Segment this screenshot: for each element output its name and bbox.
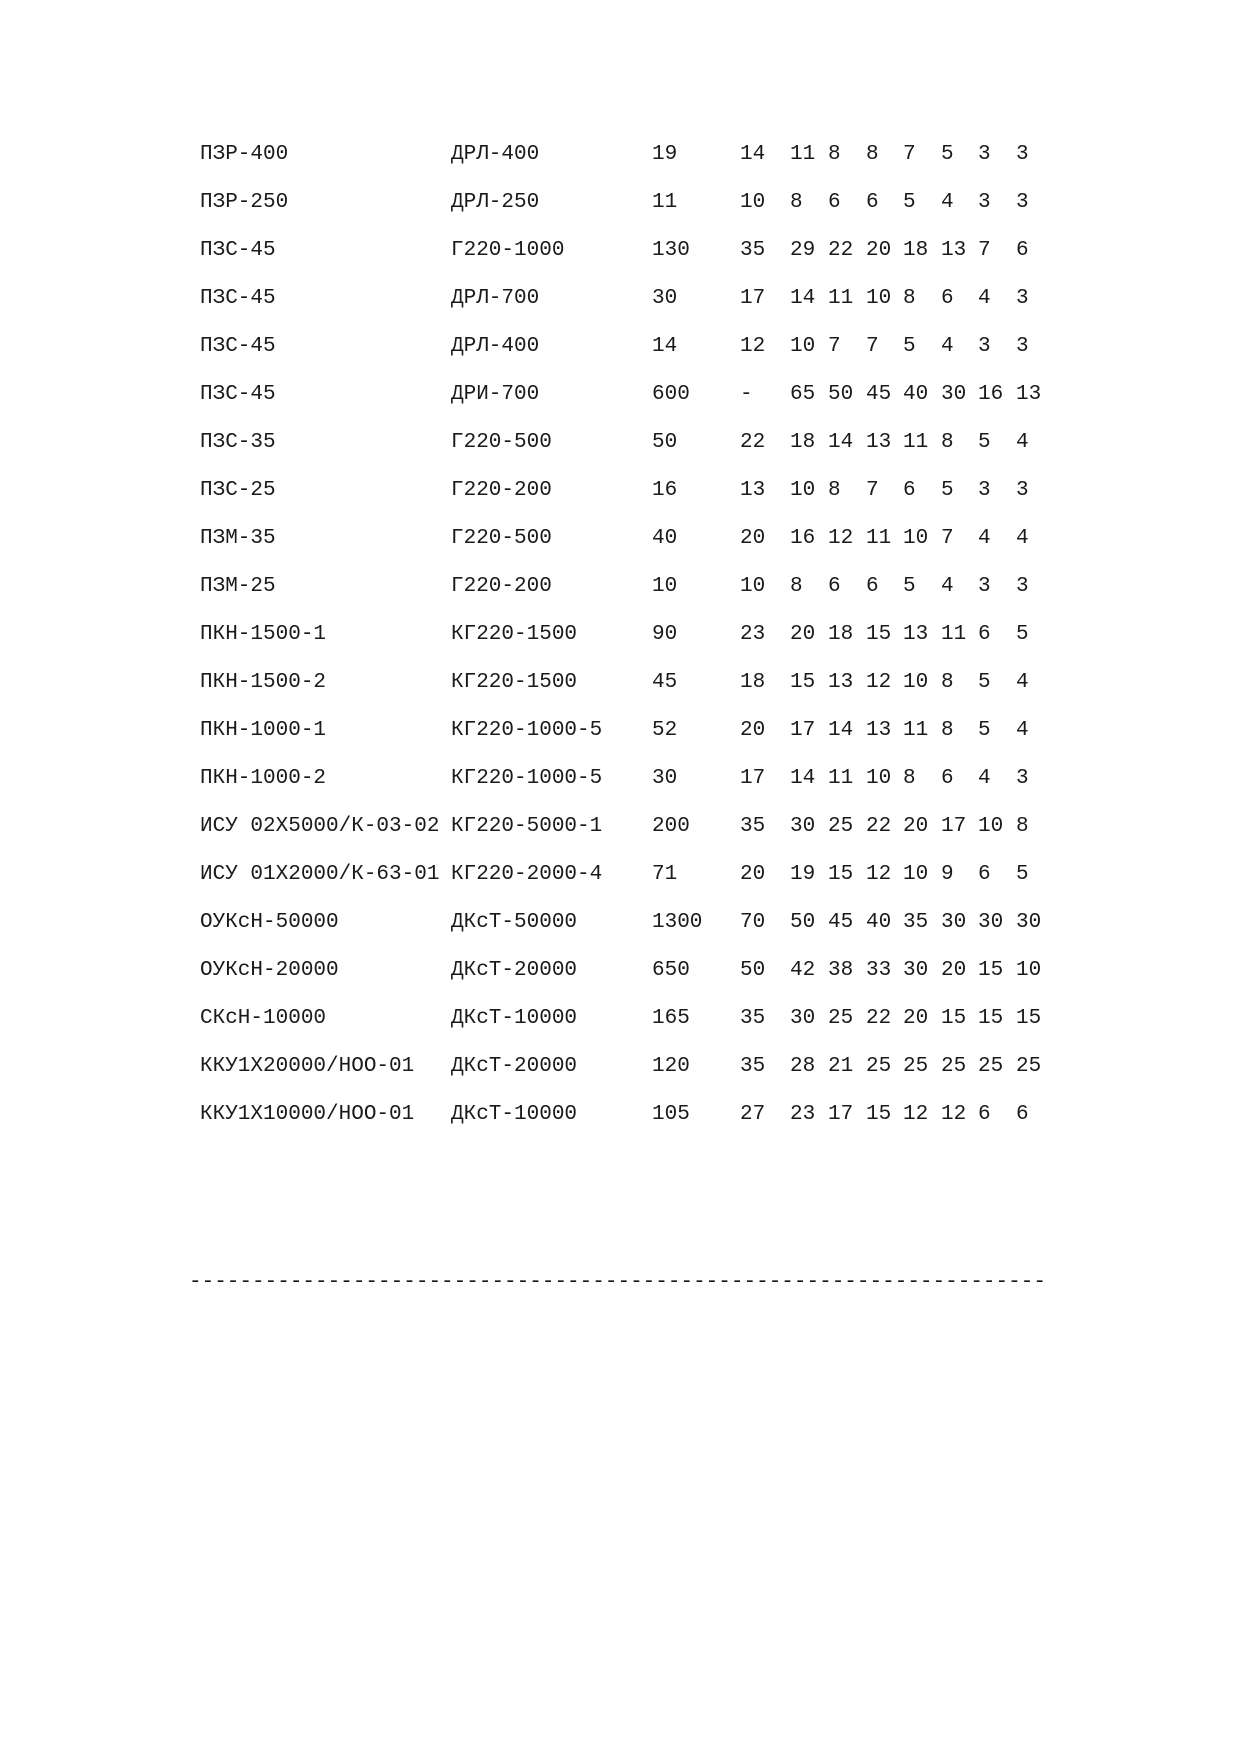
value-cell: 5	[978, 431, 991, 454]
value-cell: 25	[978, 1055, 1004, 1078]
value-cell: 13	[740, 479, 766, 502]
value-cell: 17	[828, 1103, 854, 1126]
value-cell: 15	[978, 1007, 1004, 1030]
value-cell: 15	[978, 959, 1004, 982]
value-cell: 200	[652, 815, 690, 838]
value-cell: 40	[866, 911, 892, 934]
value-cell: 19	[652, 143, 678, 166]
value-cell: 3	[1016, 335, 1029, 358]
fixture-type-cell: ПЗС-45	[200, 335, 276, 358]
table-row	[200, 1055, 1060, 1103]
lamp-type-cell: КГ220-1000-5	[451, 767, 603, 790]
value-cell: 6	[828, 191, 841, 214]
lamp-type-cell: ДРЛ-250	[451, 191, 540, 214]
value-cell: 120	[652, 1055, 690, 1078]
value-cell: 18	[740, 671, 766, 694]
value-cell: 3	[978, 479, 991, 502]
table-row	[200, 383, 1060, 431]
value-cell: 8	[903, 767, 916, 790]
table-row	[200, 911, 1060, 959]
value-cell: 16	[978, 383, 1004, 406]
value-cell: 4	[941, 335, 954, 358]
table-row	[200, 479, 1060, 527]
value-cell: 15	[790, 671, 816, 694]
fixture-type-cell: СКсН-10000	[200, 1007, 327, 1030]
value-cell: 11	[866, 527, 892, 550]
lamp-type-cell: ДРЛ-400	[451, 143, 540, 166]
value-cell: 50	[790, 911, 816, 934]
value-cell: 130	[652, 239, 690, 262]
value-cell: 6	[828, 575, 841, 598]
value-cell: 8	[1016, 815, 1029, 838]
value-cell: 17	[941, 815, 967, 838]
value-cell: 14	[740, 143, 766, 166]
value-cell: 650	[652, 959, 690, 982]
table-row	[200, 863, 1060, 911]
value-cell: 12	[903, 1103, 929, 1126]
value-cell: 20	[941, 959, 967, 982]
value-cell: 11	[828, 767, 854, 790]
value-cell: 30	[941, 383, 967, 406]
value-cell: 40	[652, 527, 678, 550]
value-cell: 20	[903, 1007, 929, 1030]
value-cell: 5	[941, 143, 954, 166]
value-cell: 6	[978, 863, 991, 886]
value-cell: 10	[1016, 959, 1042, 982]
value-cell: 25	[1016, 1055, 1042, 1078]
value-cell: 14	[828, 719, 854, 742]
value-cell: 29	[790, 239, 816, 262]
value-cell: 6	[866, 575, 879, 598]
table-row	[200, 1007, 1060, 1055]
value-cell: 8	[941, 719, 954, 742]
value-cell: 5	[1016, 863, 1029, 886]
value-cell: 70	[740, 911, 766, 934]
table-row	[200, 431, 1060, 479]
table-row	[200, 959, 1060, 1007]
fixture-type-cell: ККУ1Х20000/НОО-01	[200, 1055, 415, 1078]
value-cell: 15	[828, 863, 854, 886]
value-cell: 50	[740, 959, 766, 982]
value-cell: 6	[978, 1103, 991, 1126]
value-cell: 50	[652, 431, 678, 454]
value-cell: 5	[978, 719, 991, 742]
lamp-type-cell: КГ220-1000-5	[451, 719, 603, 742]
value-cell: 12	[828, 527, 854, 550]
value-cell: 3	[978, 143, 991, 166]
value-cell: 16	[652, 479, 678, 502]
value-cell: 4	[1016, 527, 1029, 550]
value-cell: 21	[828, 1055, 854, 1078]
value-cell: 8	[790, 575, 803, 598]
value-cell: 4	[941, 575, 954, 598]
value-cell: 35	[903, 911, 929, 934]
value-cell: 18	[828, 623, 854, 646]
fixture-type-cell: ПЗС-45	[200, 383, 276, 406]
value-cell: 30	[652, 287, 678, 310]
value-cell: 30	[790, 815, 816, 838]
table-row	[200, 767, 1060, 815]
table-row	[200, 671, 1060, 719]
lamp-type-cell: ДРЛ-700	[451, 287, 540, 310]
value-cell: 28	[790, 1055, 816, 1078]
value-cell: 14	[790, 287, 816, 310]
table-row	[200, 575, 1060, 623]
value-cell: 35	[740, 1055, 766, 1078]
lamp-type-cell: Г220-200	[451, 575, 552, 598]
value-cell: 3	[1016, 191, 1029, 214]
value-cell: 14	[652, 335, 678, 358]
value-cell: 22	[740, 431, 766, 454]
value-cell: 6	[1016, 239, 1029, 262]
value-cell: 22	[866, 815, 892, 838]
value-cell: 52	[652, 719, 678, 742]
value-cell: 18	[903, 239, 929, 262]
fixture-type-cell: ИСУ 01Х2000/К-63-01	[200, 863, 440, 886]
table-row	[200, 287, 1060, 335]
value-cell: 20	[740, 527, 766, 550]
value-cell: 10	[903, 863, 929, 886]
value-cell: 11	[790, 143, 816, 166]
value-cell: 30	[652, 767, 678, 790]
value-cell: 22	[866, 1007, 892, 1030]
value-cell: 13	[866, 719, 892, 742]
table-row	[200, 143, 1060, 191]
value-cell: 7	[866, 335, 879, 358]
value-cell: 3	[1016, 143, 1029, 166]
value-cell: 1300	[652, 911, 703, 934]
value-cell: 3	[1016, 575, 1029, 598]
lamp-type-cell: ДКсТ-50000	[451, 911, 578, 934]
value-cell: 11	[652, 191, 678, 214]
value-cell: 45	[828, 911, 854, 934]
fixture-type-cell: ПКН-1000-1	[200, 719, 327, 742]
value-cell: 30	[790, 1007, 816, 1030]
value-cell: 8	[828, 479, 841, 502]
fixture-type-cell: ПЗС-35	[200, 431, 276, 454]
value-cell: 38	[828, 959, 854, 982]
value-cell: -	[740, 383, 753, 406]
lamp-type-cell: ДКсТ-10000	[451, 1103, 578, 1126]
fixture-type-cell: ПЗС-45	[200, 287, 276, 310]
value-cell: 6	[903, 479, 916, 502]
value-cell: 23	[790, 1103, 816, 1126]
value-cell: 7	[903, 143, 916, 166]
lamp-type-cell: Г220-500	[451, 431, 552, 454]
fixture-type-cell: ПЗС-25	[200, 479, 276, 502]
value-cell: 42	[790, 959, 816, 982]
lamp-type-cell: ДКсТ-10000	[451, 1007, 578, 1030]
value-cell: 5	[941, 479, 954, 502]
value-cell: 10	[652, 575, 678, 598]
value-cell: 10	[866, 767, 892, 790]
value-cell: 600	[652, 383, 690, 406]
value-cell: 6	[941, 767, 954, 790]
value-cell: 65	[790, 383, 816, 406]
value-cell: 10	[903, 527, 929, 550]
value-cell: 5	[903, 575, 916, 598]
value-cell: 10	[790, 479, 816, 502]
lamp-type-cell: ДРЛ-400	[451, 335, 540, 358]
table-row	[200, 815, 1060, 863]
lamp-type-cell: КГ220-1500	[451, 623, 578, 646]
value-cell: 3	[978, 191, 991, 214]
value-cell: 15	[1016, 1007, 1042, 1030]
table-row	[200, 623, 1060, 671]
value-cell: 5	[903, 191, 916, 214]
value-cell: 17	[790, 719, 816, 742]
value-cell: 14	[790, 767, 816, 790]
value-cell: 6	[978, 623, 991, 646]
fixture-type-cell: ПЗМ-35	[200, 527, 276, 550]
value-cell: 12	[866, 863, 892, 886]
value-cell: 50	[828, 383, 854, 406]
value-cell: 7	[866, 479, 879, 502]
value-cell: 30	[1016, 911, 1042, 934]
table-row	[200, 719, 1060, 767]
value-cell: 5	[903, 335, 916, 358]
value-cell: 25	[941, 1055, 967, 1078]
fixture-type-cell: ККУ1Х10000/НОО-01	[200, 1103, 415, 1126]
value-cell: 6	[866, 191, 879, 214]
value-cell: 3	[978, 575, 991, 598]
value-cell: 4	[978, 767, 991, 790]
value-cell: 45	[866, 383, 892, 406]
value-cell: 5	[1016, 623, 1029, 646]
value-cell: 4	[1016, 671, 1029, 694]
value-cell: 35	[740, 1007, 766, 1030]
value-cell: 11	[903, 719, 929, 742]
fixture-type-cell: ИСУ 02Х5000/К-03-02	[200, 815, 440, 838]
value-cell: 4	[1016, 719, 1029, 742]
lamp-type-cell: Г220-1000	[451, 239, 565, 262]
value-cell: 15	[941, 1007, 967, 1030]
value-cell: 7	[828, 335, 841, 358]
lamp-type-cell: Г220-200	[451, 479, 552, 502]
value-cell: 5	[978, 671, 991, 694]
lamp-type-cell: ДРИ-700	[451, 383, 540, 406]
value-cell: 10	[740, 575, 766, 598]
table-row	[200, 191, 1060, 239]
value-cell: 33	[866, 959, 892, 982]
value-cell: 20	[903, 815, 929, 838]
value-cell: 30	[941, 911, 967, 934]
fixture-type-cell: ПКН-1500-2	[200, 671, 327, 694]
value-cell: 13	[1016, 383, 1042, 406]
value-cell: 25	[866, 1055, 892, 1078]
value-cell: 16	[790, 527, 816, 550]
value-cell: 23	[740, 623, 766, 646]
value-cell: 71	[652, 863, 678, 886]
fixture-type-cell: ПКН-1000-2	[200, 767, 327, 790]
value-cell: 3	[1016, 287, 1029, 310]
value-cell: 3	[1016, 479, 1029, 502]
table-row	[200, 239, 1060, 287]
value-cell: 8	[790, 191, 803, 214]
value-cell: 10	[978, 815, 1004, 838]
value-cell: 9	[941, 863, 954, 886]
value-cell: 3	[978, 335, 991, 358]
fixture-type-cell: ПКН-1500-1	[200, 623, 327, 646]
value-cell: 30	[978, 911, 1004, 934]
fixture-type-cell: ПЗР-400	[200, 143, 289, 166]
lamp-type-cell: КГ220-2000-4	[451, 863, 603, 886]
value-cell: 13	[866, 431, 892, 454]
lighting-table	[189, 143, 1060, 1294]
value-cell: 11	[903, 431, 929, 454]
value-cell: 27	[740, 1103, 766, 1126]
value-cell: 18	[790, 431, 816, 454]
value-cell: 10	[740, 191, 766, 214]
value-cell: 11	[941, 623, 967, 646]
value-cell: 20	[866, 239, 892, 262]
value-cell: 4	[978, 527, 991, 550]
value-cell: 35	[740, 239, 766, 262]
value-cell: 25	[903, 1055, 929, 1078]
value-cell: 4	[978, 287, 991, 310]
lamp-type-cell: Г220-500	[451, 527, 552, 550]
value-cell: 8	[903, 287, 916, 310]
value-cell: 4	[1016, 431, 1029, 454]
value-cell: 45	[652, 671, 678, 694]
table-row	[200, 527, 1060, 575]
value-cell: 30	[903, 959, 929, 982]
value-cell: 20	[790, 623, 816, 646]
value-cell: 4	[941, 191, 954, 214]
value-cell: 13	[903, 623, 929, 646]
table-row	[200, 1103, 1060, 1151]
lamp-type-cell: КГ220-5000-1	[451, 815, 603, 838]
value-cell: 3	[1016, 767, 1029, 790]
value-cell: 105	[652, 1103, 690, 1126]
lamp-type-cell: КГ220-1500	[451, 671, 578, 694]
value-cell: 25	[828, 1007, 854, 1030]
value-cell: 40	[903, 383, 929, 406]
value-cell: 12	[941, 1103, 967, 1126]
value-cell: 15	[866, 623, 892, 646]
fixture-type-cell: ОУКсН-50000	[200, 911, 339, 934]
value-cell: 25	[828, 815, 854, 838]
lamp-type-cell: ДКсТ-20000	[451, 959, 578, 982]
value-cell: 8	[941, 431, 954, 454]
value-cell: 20	[740, 863, 766, 886]
value-cell: 8	[828, 143, 841, 166]
value-cell: 6	[941, 287, 954, 310]
fixture-type-cell: ПЗМ-25	[200, 575, 276, 598]
value-cell: 12	[740, 335, 766, 358]
value-cell: 10	[903, 671, 929, 694]
value-cell: 10	[790, 335, 816, 358]
value-cell: 10	[866, 287, 892, 310]
value-cell: 17	[740, 287, 766, 310]
fixture-type-cell: ПЗС-45	[200, 239, 276, 262]
value-cell: 17	[740, 767, 766, 790]
value-cell: 20	[740, 719, 766, 742]
lamp-type-cell: ДКсТ-20000	[451, 1055, 578, 1078]
value-cell: 12	[866, 671, 892, 694]
value-cell: 7	[978, 239, 991, 262]
value-cell: 19	[790, 863, 816, 886]
value-cell: 8	[941, 671, 954, 694]
value-cell: 165	[652, 1007, 690, 1030]
bottom-rule: --------------------------------------------------------------------	[189, 1271, 1046, 1294]
value-cell: 35	[740, 815, 766, 838]
value-cell: 13	[941, 239, 967, 262]
value-cell: 22	[828, 239, 854, 262]
value-cell: 14	[828, 431, 854, 454]
value-cell: 6	[1016, 1103, 1029, 1126]
value-cell: 13	[828, 671, 854, 694]
fixture-type-cell: ОУКсН-20000	[200, 959, 339, 982]
value-cell: 7	[941, 527, 954, 550]
table-row	[200, 335, 1060, 383]
fixture-type-cell: ПЗР-250	[200, 191, 289, 214]
value-cell: 90	[652, 623, 678, 646]
value-cell: 11	[828, 287, 854, 310]
value-cell: 8	[866, 143, 879, 166]
value-cell: 15	[866, 1103, 892, 1126]
